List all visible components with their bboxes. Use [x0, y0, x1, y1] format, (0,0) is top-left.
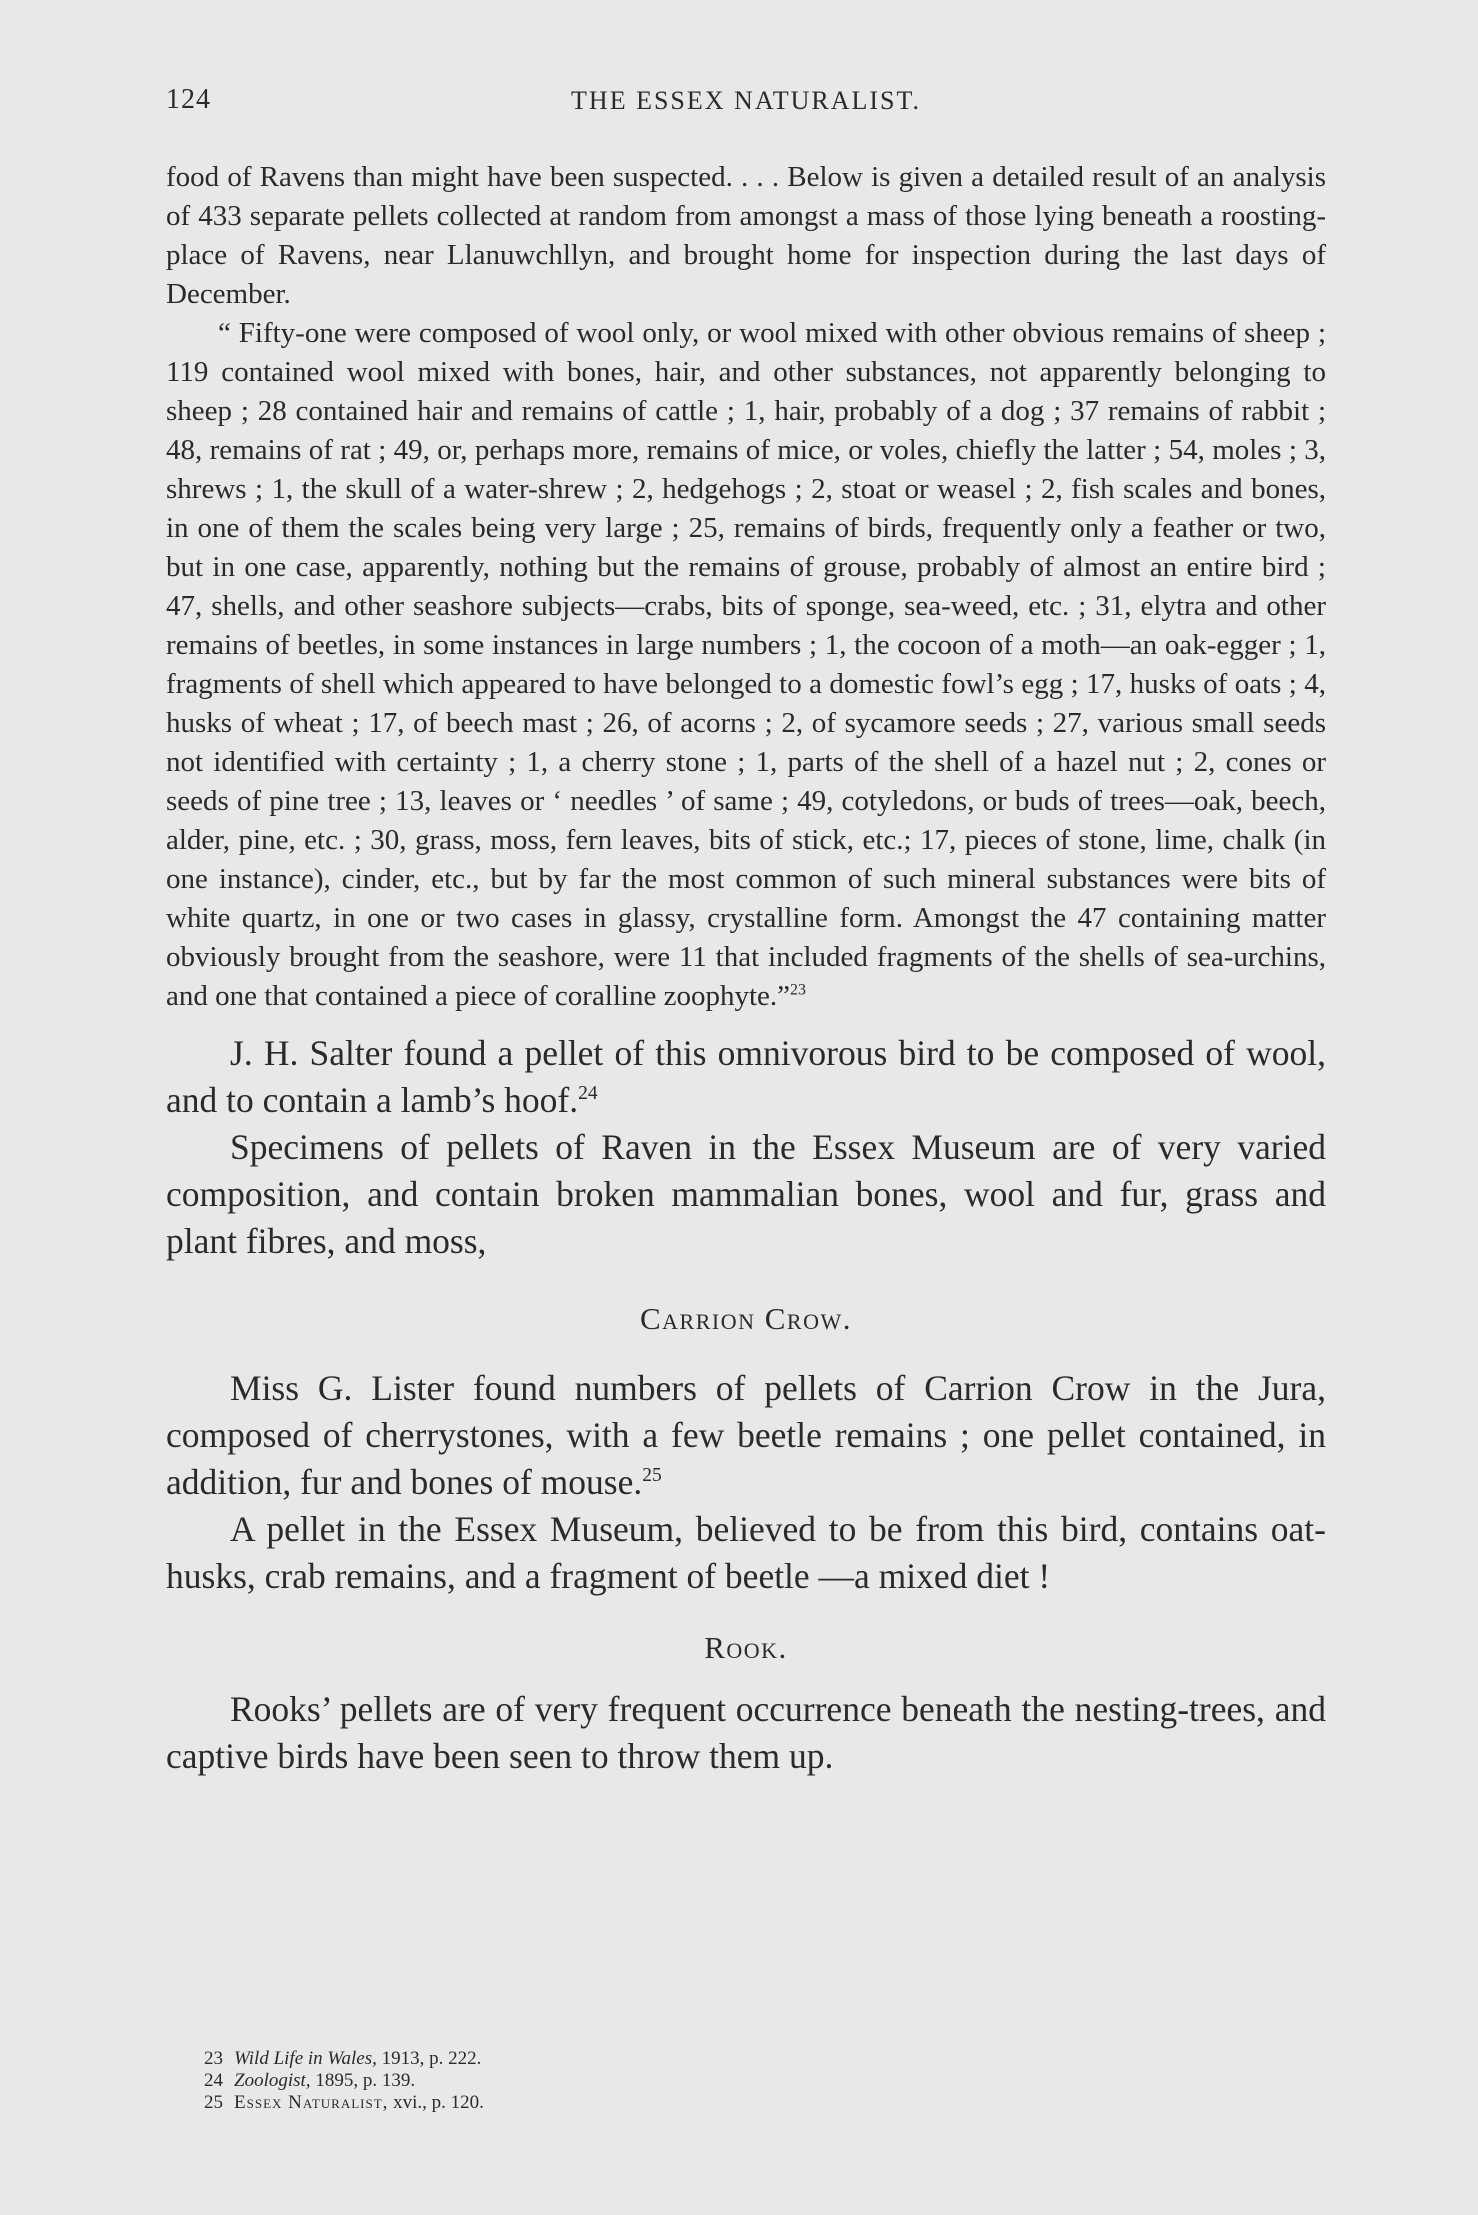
footnote-number: 25 — [204, 2092, 223, 2113]
page-header — [166, 84, 1326, 124]
footnote-reference: 25 — [642, 1465, 662, 1487]
footnote-detail: 1895, p. 139. — [310, 2070, 416, 2091]
footnote-source: Zoologist, — [234, 2070, 311, 2091]
body-paragraph — [166, 1030, 1326, 1124]
quote-paragraph-text: food of Ravens than might have been suspected. . . . Below is given a detailed result of an analysis of 433 separate pellets collected at random from amongst a mass of those lying beneath a roosting-place of Ravens, near Llanuwchllyn, and brought home for inspection during the last days of December. — [166, 161, 1326, 310]
raven-section — [166, 1030, 1326, 1265]
footnotes — [204, 2048, 1104, 2114]
footnote-item — [204, 2048, 1104, 2070]
section-heading-carrion-crow: Carrion Crow. — [639, 1301, 853, 1336]
footnote-number: 24 — [204, 2070, 223, 2091]
footnote-source: Essex Naturalist, — [234, 2092, 389, 2113]
body-paragraph-text: Rooks’ pellets are of very frequent occurrence beneath the nesting-trees, and captive birds have been seen to throw them up. — [166, 1689, 1326, 1776]
body-paragraph-text: Specimens of pellets of Raven in the Essex Museum are of very varied composition, and contain broken mammalian bones, wool and fur, grass and plant fibres, and moss, — [166, 1127, 1326, 1261]
rook-section — [166, 1686, 1326, 1780]
footnote-reference: 24 — [578, 1083, 598, 1105]
quote-paragraph — [166, 314, 1326, 1016]
footnote-source: Wild Life in Wales, — [234, 2048, 377, 2069]
body-paragraph — [166, 1365, 1326, 1506]
page-number: 124 — [166, 84, 211, 115]
body-paragraph — [166, 1686, 1326, 1780]
running-title: THE ESSEX NATURALIST. — [571, 86, 921, 115]
section-heading-rook: Rook. — [704, 1630, 788, 1665]
body-paragraph-text: A pellet in the Essex Museum, believed to be from this bird, contains oat-husks, crab remains, and a fragment of beetle —a mixed diet ! — [166, 1509, 1326, 1596]
body-paragraph — [166, 1124, 1326, 1265]
body-paragraph — [166, 1506, 1326, 1600]
carrion-crow-section — [166, 1365, 1326, 1600]
footnote-number: 23 — [204, 2048, 223, 2069]
quote-paragraph-text: “ Fifty-one were composed of wool only, or wool mixed with other obvious remains of sheep ; 119 contained wool mixed with bones, hair, and other substances, not apparently belonging to sheep ; 28 contained hair and remains of cattle ; 1, hair, probably of a dog ; 37 remains of rabbit ; 48, remains of rat ; 49, or, perhaps more, remains of mice, or voles, chiefly the latter ; 54, moles ; 3, shrews ; 1, the skull of a water-shrew ; 2, hedgehogs ; 2, stoat or weasel ; 2, fish scales and bones, in one of them the scales being very large ; 25, remains of birds, frequently only a feather or two, but in one case, apparently, nothing but the remains of grouse, probably of almost an entire bird ; 47, shells, and other seashore subjects—crabs, bits of sponge, sea-weed, etc. ; 31, elytra and other remains of beetles, in some instances in large numbers ; 1, the cocoon of a moth—an oak-egger ; 1, fragments of shell which appeared to have belonged to a domestic fowl’s egg ; 17, husks of oats ; 4, husks of wheat ; 17, of beech mast ; 26, of acorns ; 2, of sycamore seeds ; 27, various small seeds not identified with certainty ; 1, a cherry stone ; 1, parts of the shell of a hazel nut ; 2, cones or seeds of pine tree ; 13, leaves or ‘ needles ’ of same ; 49, cotyledons, or buds of trees—oak, beech, alder, pine, etc. ; 30, grass, moss, fern leaves, bits of stick, etc.; 17, pieces of stone, lime, chalk (in one instance), cinder, etc., but by far the most common of such mineral substances were bits of white quartz, in one or two cases in glassy, crystalline form. Amongst the 47 containing matter obviously brought from the seashore, were 11 that included fragments of the shells of sea-urchins, and one that contained a piece of coralline zoophyte.” — [166, 317, 1326, 1012]
main-text — [166, 158, 1326, 1780]
footnote-detail: 1913, p. 222. — [376, 2048, 482, 2069]
footnote-item — [204, 2070, 1104, 2092]
footnote-item — [204, 2092, 1104, 2114]
body-paragraph-text: Miss G. Lister found numbers of pellets of Carrion Crow in the Jura, composed of cherrystones, with a few beetle remains ; one pellet contained, in addition, fur and bones of mouse. — [166, 1368, 1326, 1502]
raven-analysis-quote — [166, 158, 1326, 1016]
body-paragraph-text: J. H. Salter found a pellet of this omnivorous bird to be composed of wool, and to contain a lamb’s hoof. — [166, 1033, 1326, 1120]
footnote-reference: 23 — [790, 981, 806, 999]
footnote-detail: xvi., p. 120. — [388, 2092, 484, 2113]
quote-paragraph — [166, 158, 1326, 314]
